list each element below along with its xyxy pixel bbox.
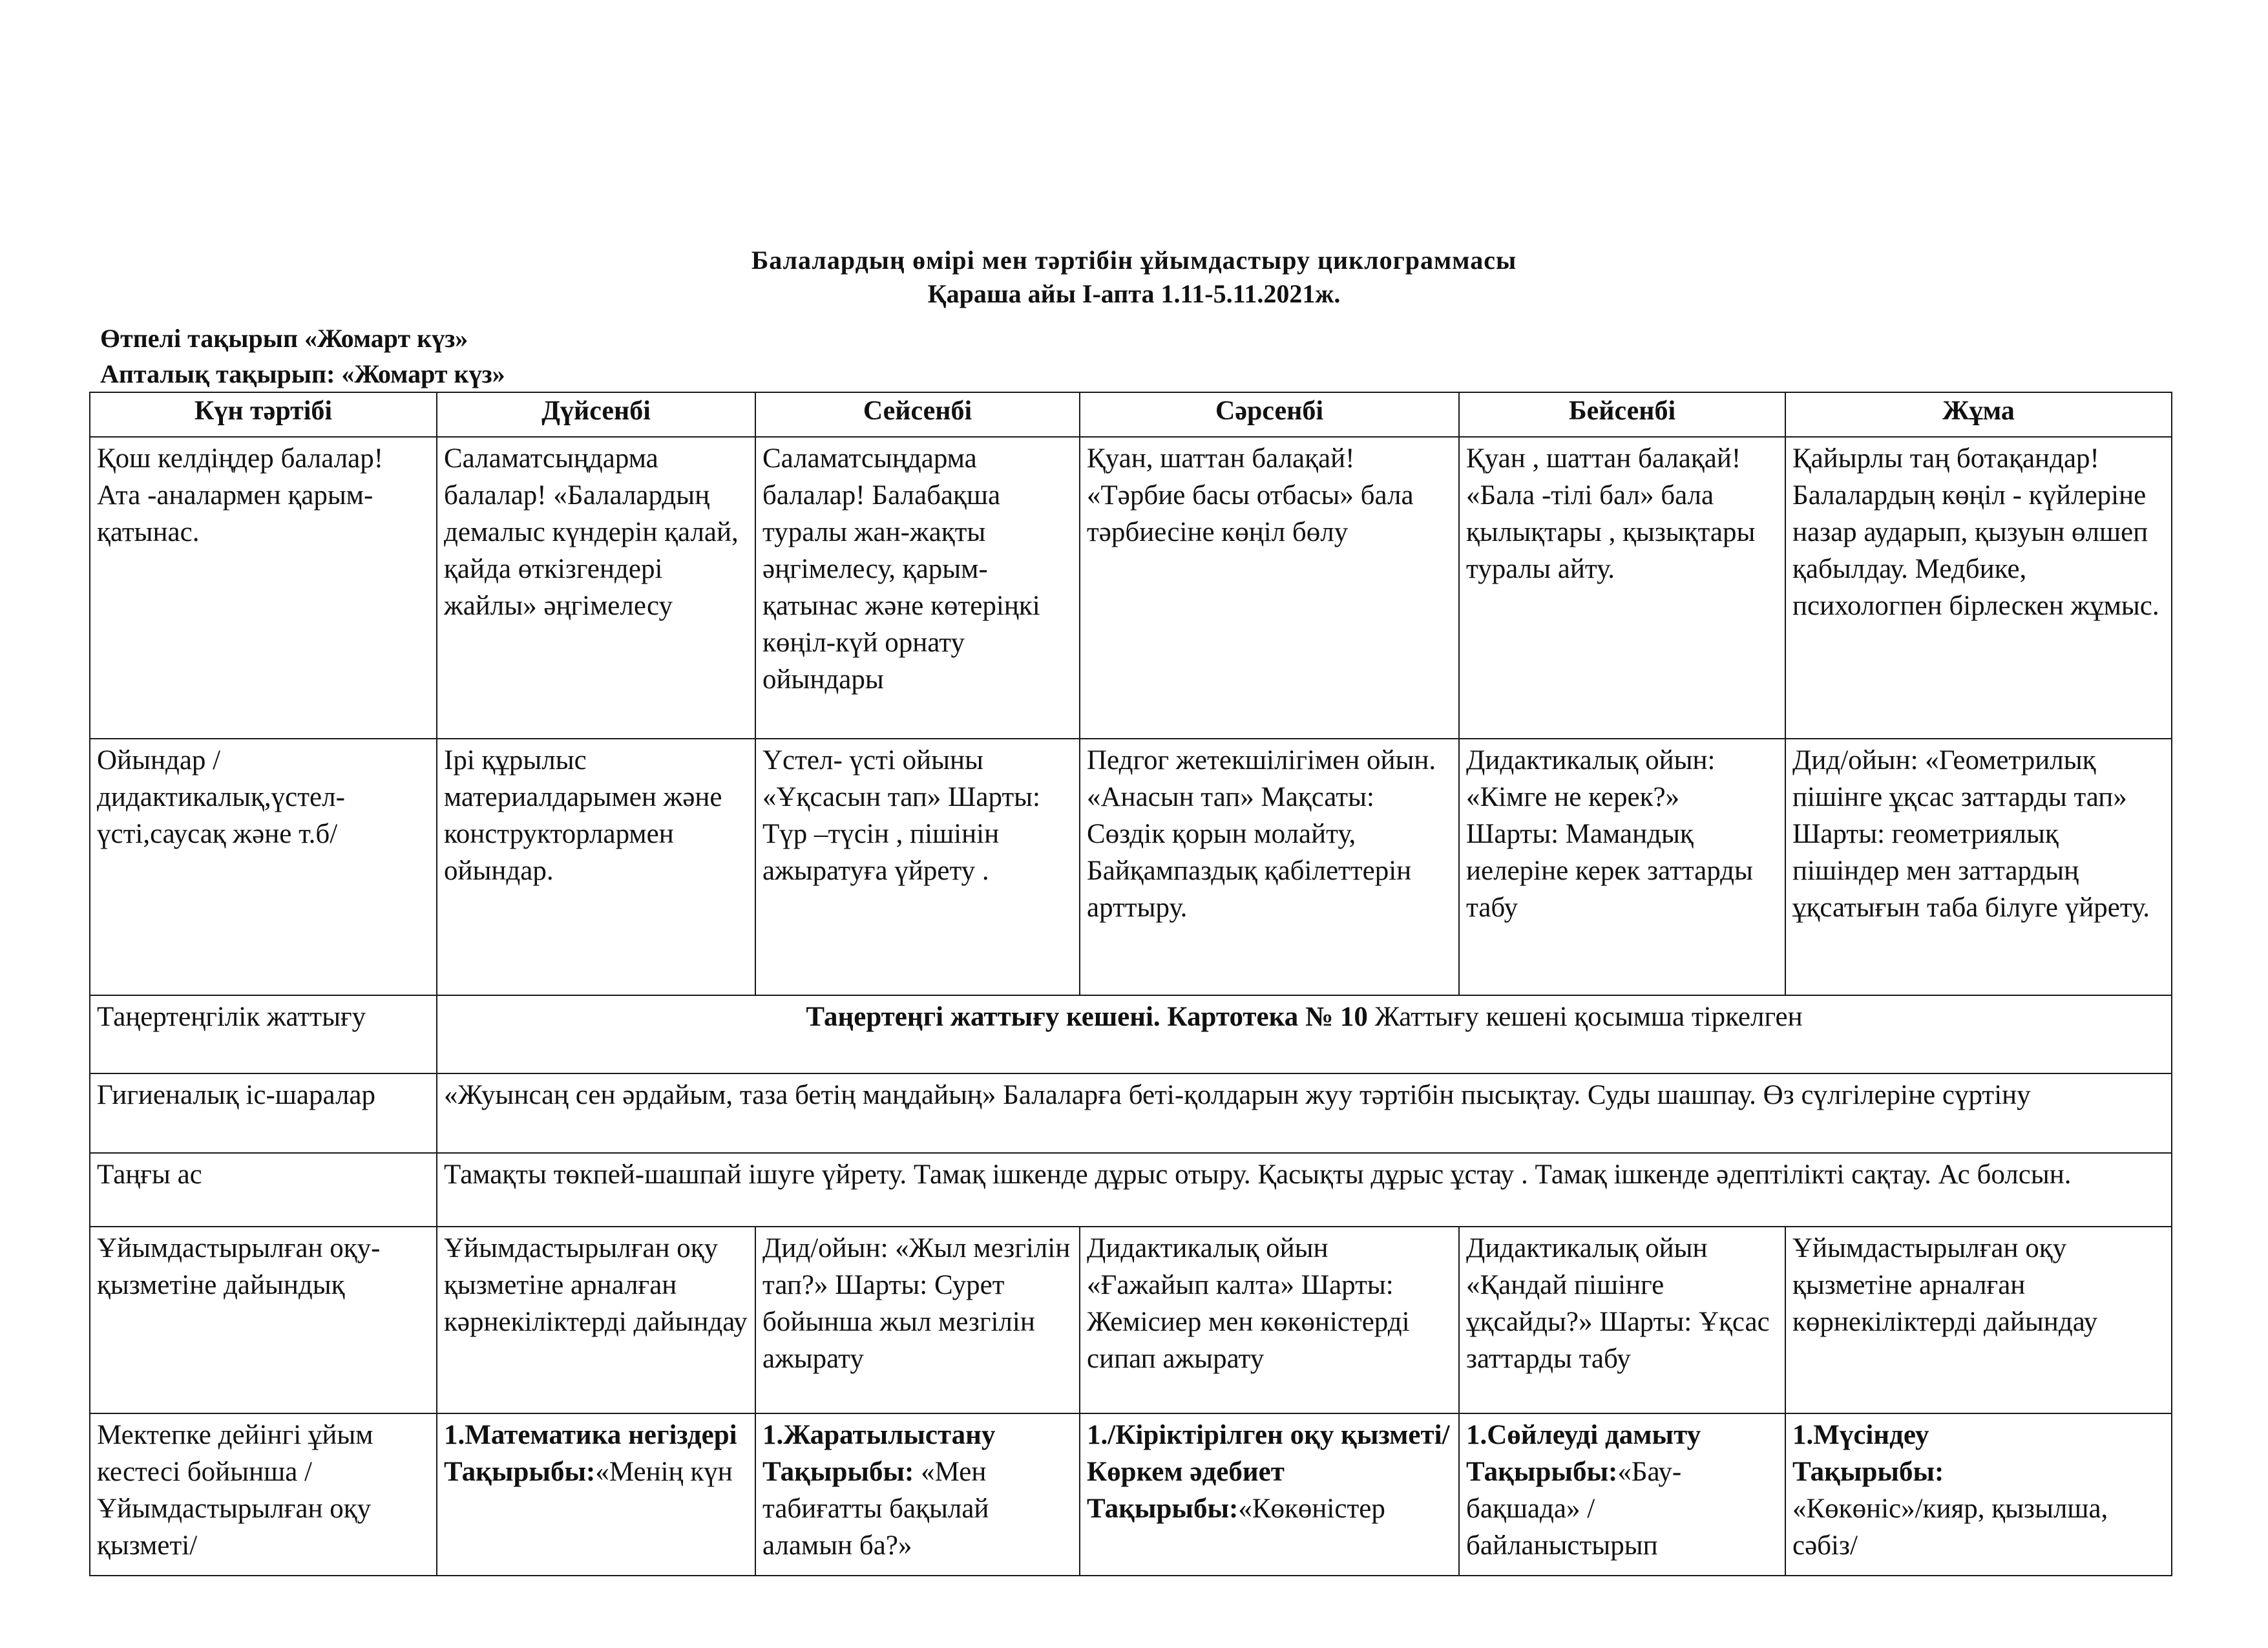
row-label-exercise: Таңертеңгілік жаттығу	[90, 995, 437, 1073]
table-row	[90, 995, 2172, 1073]
header-row	[90, 392, 2172, 437]
cell-exercise-all-days	[437, 995, 2172, 1073]
lesson-wednesday-topic: «Көкөністер	[1238, 1494, 1385, 1524]
cell-lesson-friday	[1785, 1413, 2172, 1576]
cell-prep-tuesday: Дид/ойын: «Жыл мезгілін тап?» Шарты: Сурет бойынша жыл мезгілін ажырату	[755, 1227, 1080, 1413]
table-row	[90, 1413, 2172, 1576]
monthly-topic: Өтпелі тақырып «Жомарт күз»	[100, 324, 468, 353]
lesson-monday-topic-label: Тақырыбы:	[444, 1457, 596, 1487]
lesson-friday-topic: «Көкөніс»/кияр, қызылша, сәбіз/	[1792, 1494, 2108, 1561]
lesson-thursday-topic: «Бау-бақшада» /байланыстырып	[1466, 1457, 1682, 1561]
lesson-tuesday-topic: «Мен табиғатты бақылай аламын ба?»	[762, 1457, 989, 1561]
cell-games-thursday: Дидактикалық ойын: «Кімге не керек?» Шарты: Мамандық иелеріне керек заттарды табу	[1459, 739, 1785, 995]
lesson-tuesday-topic-label: Тақырыбы:	[762, 1457, 914, 1487]
cell-games-wednesday: Педгог жетекшілігімен ойын. «Анасын тап» Мақсаты: Сөздік қорын молайту, Байқампаздық қабілеттерін арттыру.	[1080, 739, 1459, 995]
lesson-wednesday-topic-label: Тақырыбы:	[1087, 1494, 1239, 1524]
row-label-hygiene: Гигиеналық іс-шаралар	[90, 1073, 437, 1153]
cell-greeting-friday: Қайырлы таң ботақандар! Балалардың көңіл - күйлеріне назар аударып, қызуын өлшеп қабылдау. Медбике, психологпен бірлескен жұмыс.	[1785, 437, 2172, 739]
lesson-monday-subject: 1.Математика негіздері	[444, 1420, 737, 1450]
lesson-monday-topic: «Менің күн	[595, 1457, 733, 1487]
cell-lesson-wednesday	[1080, 1413, 1459, 1576]
lesson-friday-topic-label: Тақырыбы:	[1792, 1457, 1944, 1487]
table-row	[90, 1153, 2172, 1227]
cell-greeting-thursday: Қуан , шаттан балақай! «Бала -тілі бал» бала қылықтары , қызықтары туралы айту.	[1459, 437, 1785, 739]
row-label-prep: Ұйымдастырылған оқу-қызметіне дайындық	[90, 1227, 437, 1413]
cell-lesson-monday	[437, 1413, 755, 1576]
table-row	[90, 437, 2172, 739]
exercise-bold-text: Таңертеңгі жаттығу кешені. Картотека № 10	[806, 1002, 1368, 1032]
cell-prep-wednesday: Дидактикалық ойын «Ғажайып калта» Шарты: Жемісиер мен көкөністерді сипап ажырату	[1080, 1227, 1459, 1413]
table-row	[90, 1227, 2172, 1413]
document-title: Балалардың өмірі мен тәртібін ұйымдастыру циклограммасы	[751, 246, 1517, 275]
lesson-friday-subject: 1.Мүсіндеу	[1792, 1420, 1929, 1450]
row-label-games: Ойындар /дидактикалық,үстел-үсті,саусақ және т.б/	[90, 739, 437, 995]
header-tuesday: Сейсенбі	[755, 392, 1080, 437]
cell-lesson-tuesday	[755, 1413, 1080, 1576]
exercise-normal-text: Жаттығу кешені қосымша тіркелген	[1374, 1002, 1803, 1032]
cell-prep-monday: Ұйымдастырылған оқу қызметіне арналған кәрнекіліктерді дайындау	[437, 1227, 755, 1413]
lesson-thursday-subject: 1.Сөйлеуді дамыту	[1466, 1420, 1701, 1450]
lesson-thursday-topic-label: Тақырыбы:	[1466, 1457, 1618, 1487]
header-thursday: Бейсенбі	[1459, 392, 1785, 437]
cell-greeting-tuesday: Саламатсыңдарма балалар! Балабақша туралы жан-жақты әңгімелесу, қарым-қатынас және көтеріңкі көңіл-күй орнату ойындары	[755, 437, 1080, 739]
cell-breakfast-all-days: Тамақты төкпей-шашпай ішуге үйрету. Тамақ ішкенде дұрыс отыру. Қасықты дұрыс ұстау . Тамақ ішкенде әдептілікті сақтау. Ас болсын.	[437, 1153, 2172, 1227]
cell-lesson-thursday	[1459, 1413, 1785, 1576]
lesson-wednesday-type: 1./Кіріктірілген оқу қызметі/	[1087, 1420, 1450, 1450]
header-wednesday: Сәрсенбі	[1080, 392, 1459, 437]
lesson-tuesday-subject: 1.Жаратылыстану	[762, 1420, 996, 1450]
cell-prep-thursday: Дидактикалық ойын «Қандай пішінге ұқсайды?» Шарты: Ұқсас заттарды табу	[1459, 1227, 1785, 1413]
cell-games-friday: Дид/ойын: «Геометрилық пішінге ұқсас заттарды тап» Шарты: геометриялық пішіндер мен заттардың ұқсатығын таба білуге үйрету.	[1785, 739, 2172, 995]
row-label-breakfast: Таңғы ас	[90, 1153, 437, 1227]
cell-greeting-monday: Саламатсыңдарма балалар! «Балалардың демалыс күндерін қалай, қайда өткізгендері жайлы» әңгімелесу	[437, 437, 755, 739]
header-monday: Дүйсенбі	[437, 392, 755, 437]
weekly-topic: Апталық тақырып: «Жомарт күз»	[100, 359, 505, 388]
header-day-schedule: Күн тәртібі	[90, 392, 437, 437]
cell-prep-friday: Ұйымдастырылған оқу қызметіне арналған көрнекіліктерді дайындау	[1785, 1227, 2172, 1413]
cell-games-monday: Ірі құрылыс материалдарымен және конструкторлармен ойындар.	[437, 739, 755, 995]
header-friday: Жұма	[1785, 392, 2172, 437]
table-row	[90, 739, 2172, 995]
row-label-greeting: Қош келдіңдер балалар! Ата -аналармен қарым-қатынас.	[90, 437, 437, 739]
row-label-lesson: Мектепке дейінгі ұйым кестесі бойынша /Ұйымдастырылған оқу қызметі/	[90, 1413, 437, 1576]
schedule-table	[89, 392, 2172, 1576]
document-subtitle: Қараша айы I-апта 1.11-5.11.2021ж.	[927, 279, 1341, 308]
cell-games-tuesday: Үстел- үсті ойыны «Ұқсасын тап» Шарты: Түр –түсін , пішінін ажыратуға үйрету .	[755, 739, 1080, 995]
cell-greeting-wednesday: Қуан, шаттан балақай! «Тәрбие басы отбасы» бала тәрбиесіне көңіл бөлу	[1080, 437, 1459, 739]
table-row	[90, 1073, 2172, 1153]
cell-hygiene-all-days: «Жуынсаң сен әрдайым, таза бетің маңдайың» Балаларға беті-қолдарын жуу тәртібін пысықтау. Суды шашпау. Өз сүлгілеріне сүртіну	[437, 1073, 2172, 1153]
lesson-wednesday-subject: Көркем әдебиет	[1087, 1457, 1285, 1487]
